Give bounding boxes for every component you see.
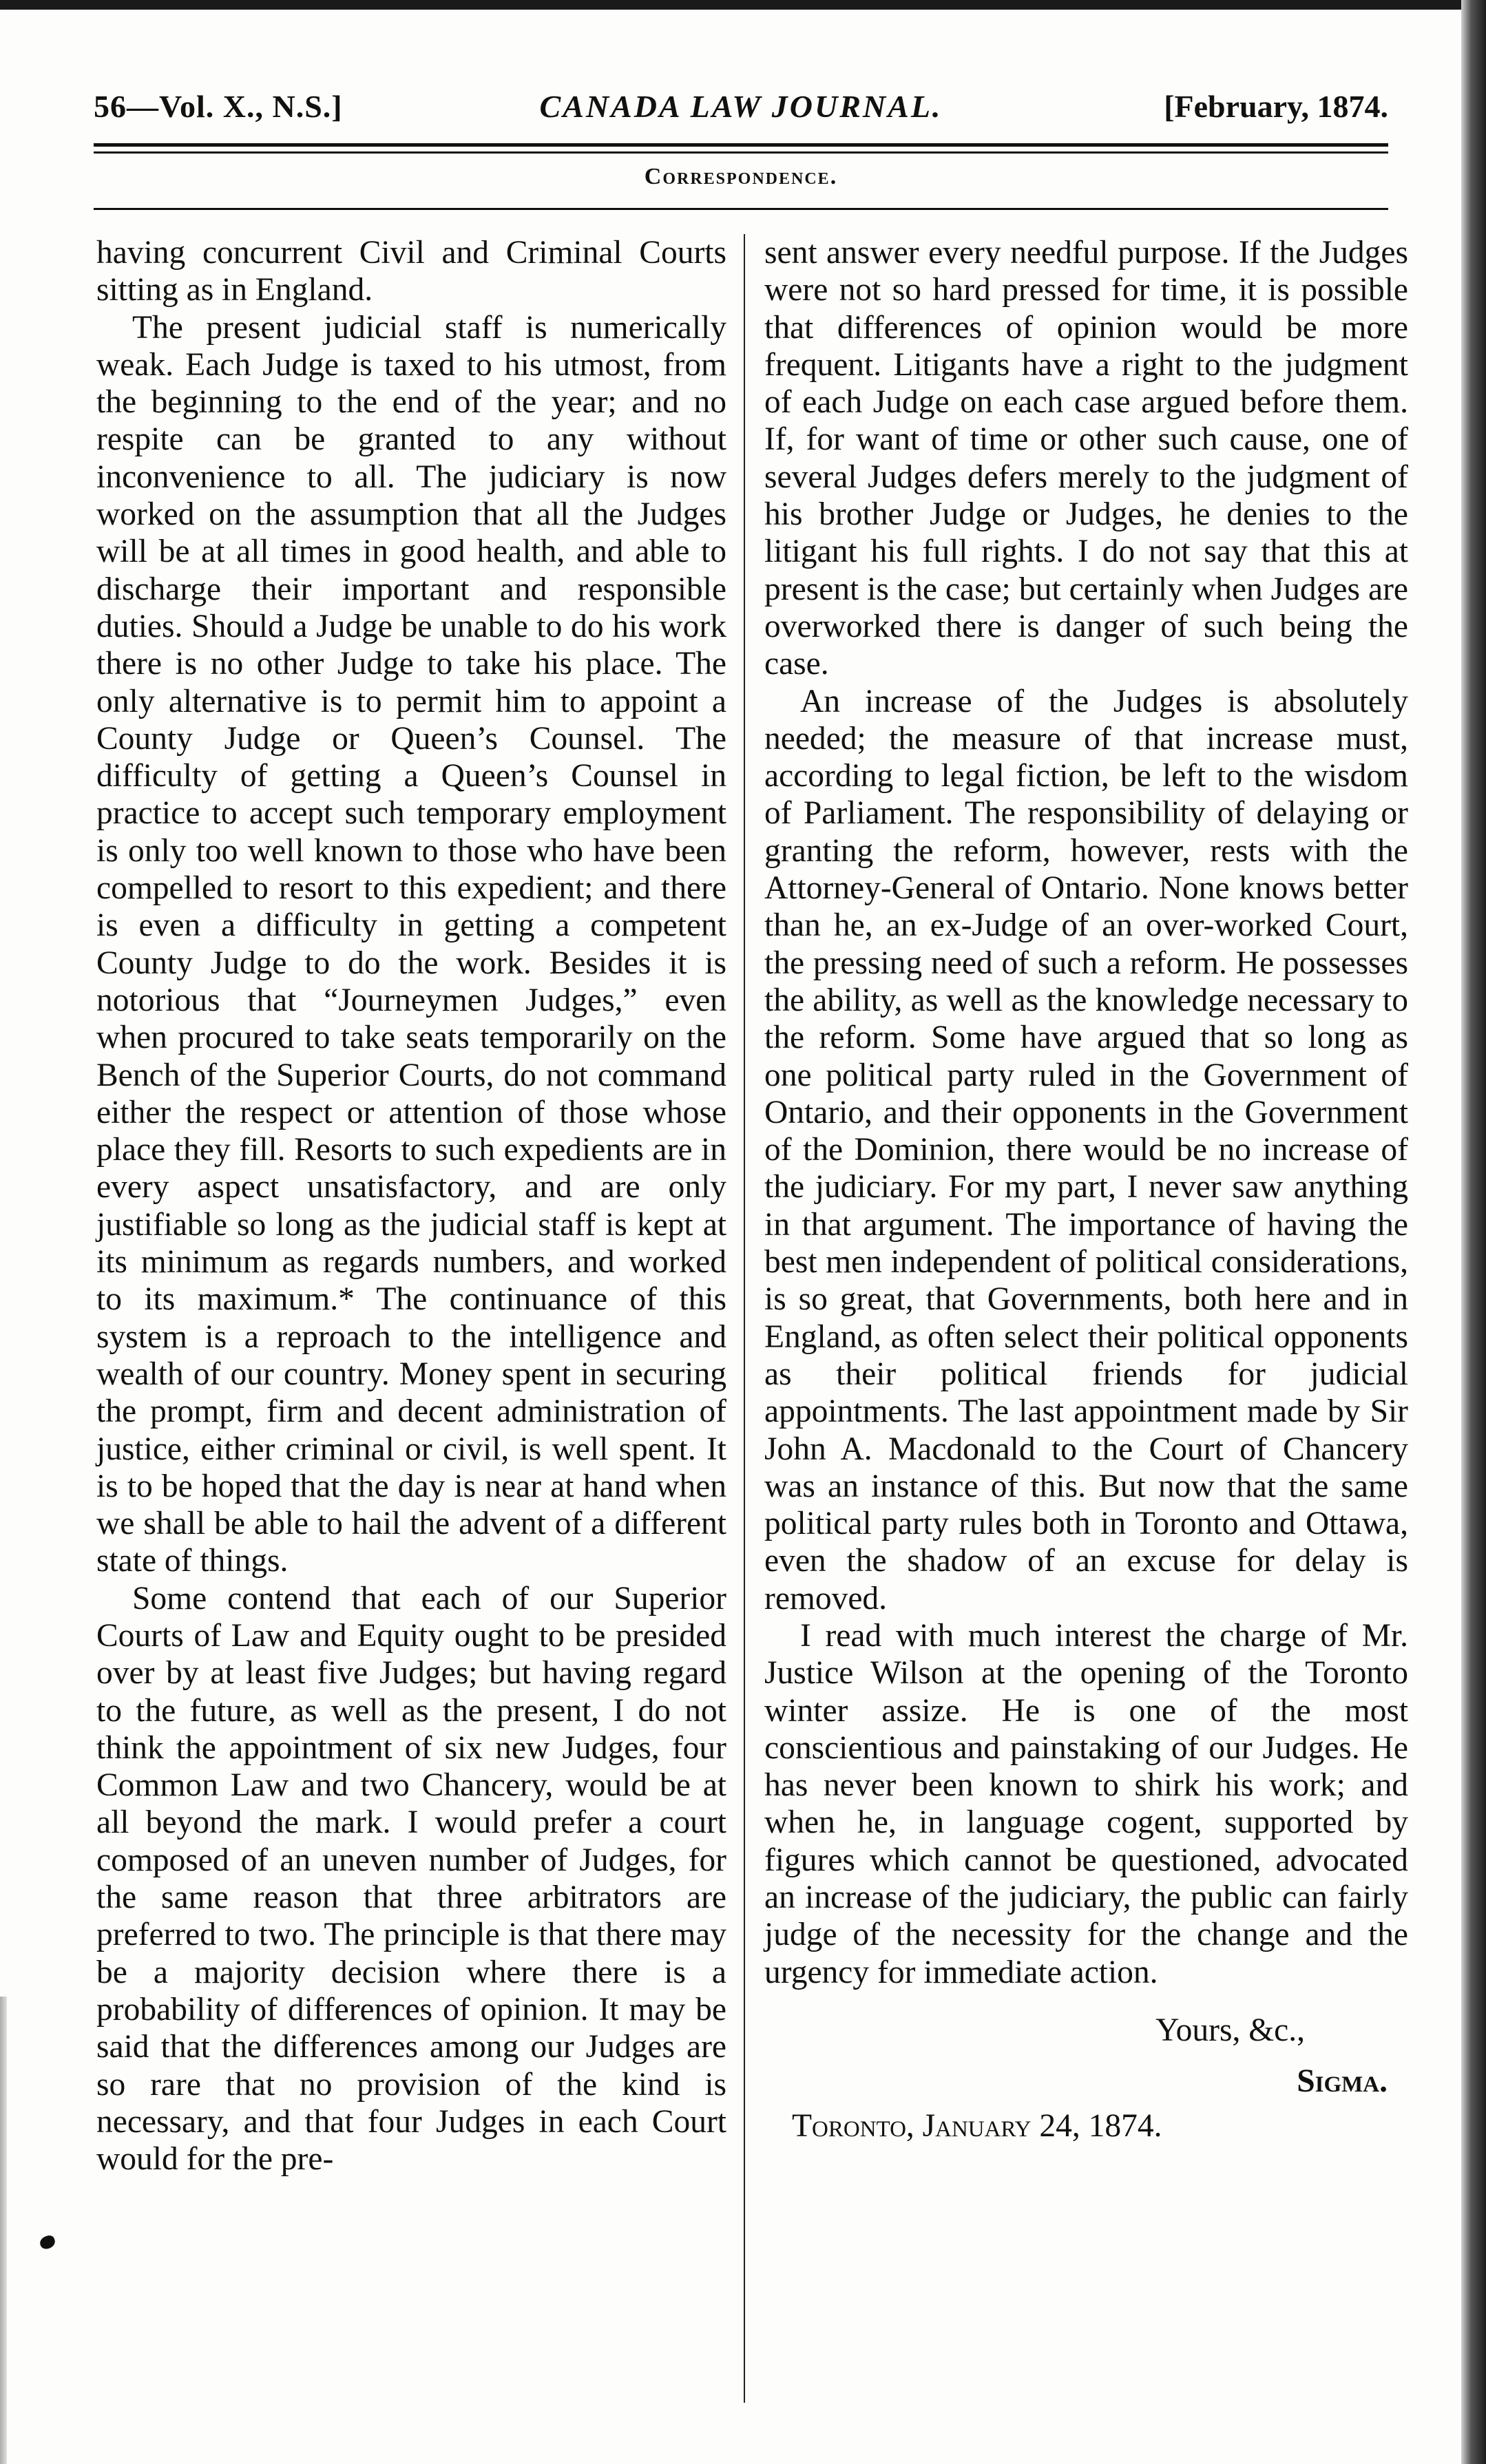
page-volume-label: 56—Vol. X., N.S.] (94, 89, 343, 124)
paragraph: Some contend that each of our Superior Courts of Law and Equity ought to be presided over by at least five Judges; but having regard to the future, as well as the present, I do not think the appointment of six new Judges, four Common Law and two Chancery, would be at all beyond the mark. I would prefer a court composed of an uneven number of Judges, for the same reason that three arbitrators are preferred to two. The principle is that there may be a majority decision where there is a probability of differences of opinion. It may be said that the differences among our Judges are so rare that no provision of the kind is necessary, and that four Judges in each Court would for the pre- (96, 1580, 726, 2178)
scan-right-edge (1461, 0, 1486, 2464)
closing-line: Yours, &c., (1155, 2012, 1305, 2048)
left-column (96, 234, 726, 2178)
ink-blot (39, 2234, 57, 2251)
scan-left-edge (0, 1997, 7, 2464)
paragraph: I read with much interest the charge of Mr. Justice Wilson at the opening of the Toronto winter assize. He is one of the most conscientious and painstaking of our Judges. He has never been known to shirk his work; and when he, in language cogent, supported by figures which cannot be questioned, advocated an increase of the judiciary, the public can fairly judge of the necessity for the change and the urgency for immediate action. (764, 1617, 1408, 1990)
journal-title: CANADA LAW JOURNAL. (539, 89, 943, 124)
paragraph: sent answer every needful purpose. If the Judges were not so hard pressed for time, it is possible that differences of opinion would be more frequent. Litigants have a right to the judgment of each Judge on each case argued before them. If, for want of time or other such cause, one of several Judges defers merely to the judgment of his brother Judge or Judges, he denies to the litigant his full rights. I do not say that this at present is the case; but certainly when Judges are overworked there is danger of such being the case. (764, 235, 1408, 682)
column-divider (744, 234, 745, 2403)
running-header (94, 83, 1388, 138)
right-column (764, 234, 1408, 2145)
paragraph: having concurrent Civil and Criminal Courts sitting as in England. (96, 235, 726, 308)
issue-date: [February, 1874. (1164, 89, 1388, 124)
scan-top-edge (0, 0, 1486, 10)
signature: Sigma. (1297, 2063, 1388, 2100)
dateline: Toronto, January 24, 1874. (792, 2107, 1162, 2144)
section-rule (94, 208, 1388, 210)
paragraph: An increase of the Judges is absolutely needed; the measure of that increase must, according to legal fiction, be left to the wisdom of Parliament. The responsibility of delaying or granting the reform, however, rests with the Attorney-General of Ontario. None knows better than he, an ex-Judge of an over-worked Court, the pressing need of such a reform. He possesses the ability, as well as the knowledge necessary to the reform. Some have argued that so long as one political party ruled in the Government of Ontario, and their opponents in the Government of the Dominion, there would be no increase of the judiciary. For my part, I never saw anything in that argument. The importance of having the best men independent of political considerations, is so great, that Governments, both here and in England, as often select their political opponents as their political friends for judicial appointments. The last appointment made by Sir John A. Macdonald to the Court of Chancery was an instance of this. But now that the same political party rules both in Toronto and Ottawa, even the shadow of an excuse for delay is removed. (764, 683, 1408, 1617)
section-heading: Correspondence. (644, 164, 838, 189)
paragraph: The present judicial staff is numerically weak. Each Judge is taxed to his utmost, from the beginning to the end of the year; and no respite can be granted to any without inconvenience to all. The judiciary is now worked on the assumption that all the Judges will be at all times in good health, and able to discharge their important and responsible duties. Should a Judge be unable to do his work there is no other Judge to take his place. The only alternative is to permit him to appoint a County Judge or Queen’s Counsel. The difficulty of getting a Queen’s Counsel in practice to accept such temporary employment is only too well known to those who have been compelled to resort to this expedient; and there is even a difficulty in getting a competent County Judge to do the work. Besides it is notorious that “Journeymen Judges,” even when procured to take seats temporarily on the Bench of the Superior Courts, do not command either the respect or attention of those whose place they fill. Resorts to such expedients are in every aspect unsatisfactory, and are only justifiable so long as the judicial staff is kept at its minimum as regards numbers, and worked to its maximum.* The continuance of this system is a reproach to the intelligence and wealth of our country. Money spent in securing the prompt, firm and decent administration of justice, either criminal or civil, is well spent. It is to be hoped that the day is near at hand when we shall be able to hail the advent of a different state of things. (96, 309, 726, 1579)
letter-signoff (764, 2012, 1408, 2100)
header-rule-thin (94, 151, 1388, 154)
header-rule-thick (94, 143, 1388, 147)
